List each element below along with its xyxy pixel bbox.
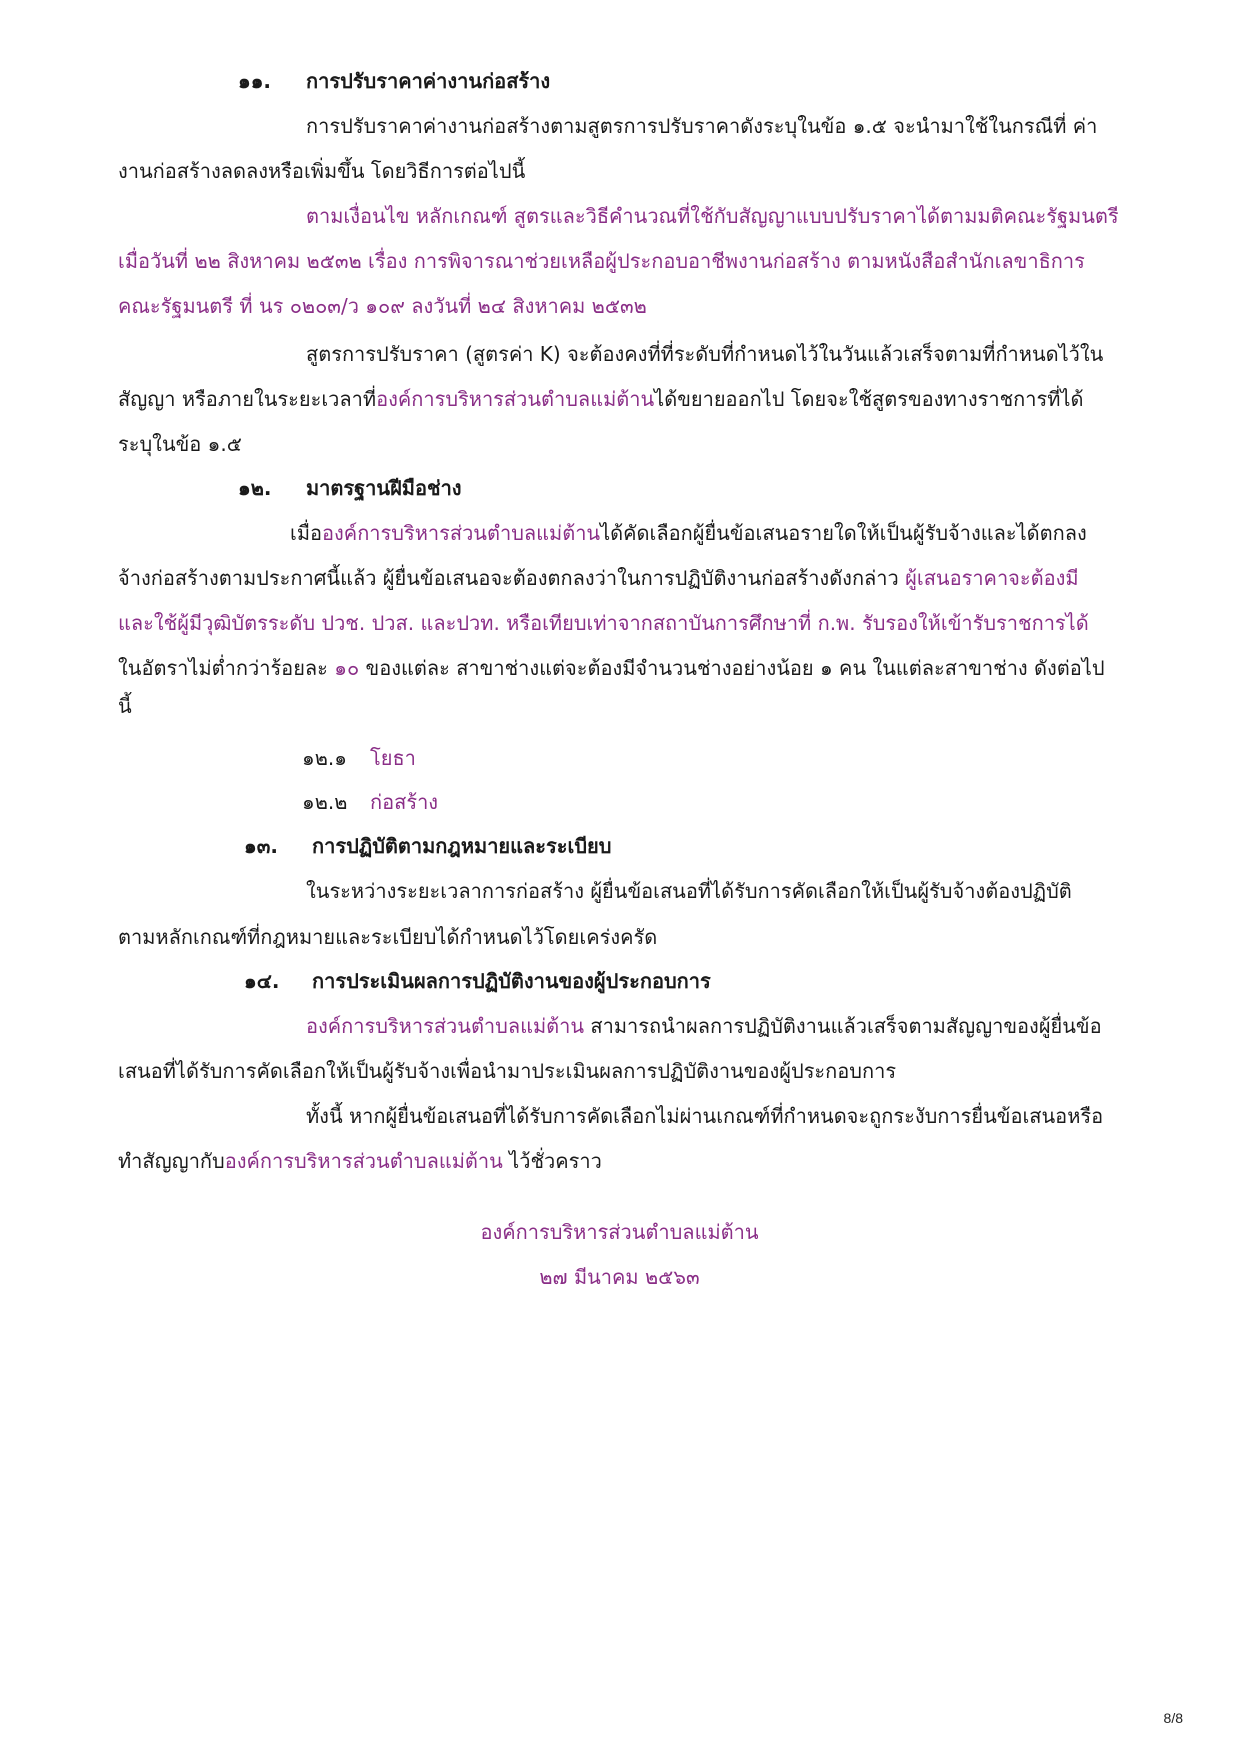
paragraph-line: การปรับราคาค่างานก่อสร้างตามสูตรการปรับราคาดังระบุในข้อ ๑.๕ จะนำมาใช้ในกรณีที่ ค่า (306, 114, 1098, 138)
paragraph-line: เมื่อวันที่ ๒๒ สิงหาคม ๒๕๓๒ เรื่อง การพิจารณาช่วยเหลือผู้ประกอบอาชีพงานก่อสร้าง ตามหนังสือสำนักเลขาธิการ (118, 249, 1085, 273)
text-run: ของแต่ละ สาขาช่างแต่จะต้องมีจำนวนช่างอย่างน้อย ๑ คน ในแต่ละสาขาช่าง ดังต่อไป (359, 656, 1105, 680)
paragraph-line (118, 563, 1079, 593)
signature-org: องค์การบริหารส่วนตำบลแม่ต้าน (480, 1220, 759, 1244)
section-number: ๑๒. (238, 476, 272, 500)
section-11-heading (238, 66, 550, 96)
section-title: การปรับราคาค่างานก่อสร้าง (306, 69, 551, 93)
section-13-heading (244, 831, 611, 861)
org-name: องค์การบริหารส่วนตำบลแม่ต้าน (306, 1014, 585, 1038)
paragraph-line (290, 518, 1087, 548)
paragraph-line: คณะรัฐมนตรี ที่ นร ๐๒๐๓/ว ๑๐๙ ลงวันที่ ๒๔ สิงหาคม ๒๕๓๒ (118, 294, 647, 318)
org-name: องค์การบริหารส่วนตำบลแม่ต้าน (322, 521, 601, 545)
text-run: เมื่อ (290, 521, 323, 545)
paragraph-line: ระบุในข้อ ๑.๕ (118, 432, 242, 456)
paragraph-line (118, 384, 1083, 414)
list-item-number: ๑๒.๒ (302, 790, 348, 814)
paragraph-line (118, 653, 1105, 683)
text-run: ทำสัญญากับ (118, 1149, 225, 1173)
list-item (302, 743, 416, 773)
paragraph-line: งานก่อสร้างลดลงหรือเพิ่มขึ้น โดยวิธีการต่อไปนี้ (118, 159, 526, 183)
page-number: 8/8 (1163, 1710, 1183, 1726)
text-run: ในอัตราไม่ต่ำกว่าร้อยละ (118, 656, 335, 680)
section-title: มาตรฐานฝีมือช่าง (306, 476, 462, 500)
section-number: ๑๑. (238, 69, 271, 93)
paragraph-line: ตามหลักเกณฑ์ที่กฎหมายและระเบียบได้กำหนดไว้โดยเคร่งครัด (118, 925, 658, 949)
paragraph-line (118, 1146, 602, 1176)
section-12-heading (238, 473, 462, 503)
paragraph-line: เสนอที่ได้รับการคัดเลือกให้เป็นผู้รับจ้างเพื่อนำมาประเมินผลการปฏิบัติงานของผู้ประกอบการ (118, 1059, 897, 1083)
list-item (302, 787, 438, 817)
list-item-label: โยธา (370, 746, 416, 770)
list-item-number: ๑๒.๑ (302, 746, 347, 770)
text-run: ได้ขยายออกไป โดยจะใช้สูตรของทางราชการที่ได้ (654, 387, 1084, 411)
text-run: ได้คัดเลือกผู้ยื่นข้อเสนอรายใดให้เป็นผู้รับจ้างและได้ตกลง (600, 521, 1087, 545)
signature-date: ๒๗ มีนาคม ๒๕๖๓ (539, 1265, 700, 1289)
paragraph-line: ทั้งนี้ หากผู้ยื่นข้อเสนอที่ได้รับการคัดเลือกไม่ผ่านเกณฑ์ที่กำหนดจะถูกระงับการยื่นข้อเสนอหรือ (306, 1104, 1104, 1128)
section-title: การประเมินผลการปฏิบัติงานของผู้ประกอบการ (312, 969, 711, 993)
text-run: ไว้ชั่วคราว (502, 1149, 602, 1173)
paragraph-line: ตามเงื่อนไข หลักเกณฑ์ สูตรและวิธีคำนวณที่ใช้กับสัญญาแบบปรับราคาได้ตามมติคณะรัฐมนตรี (306, 204, 1119, 228)
org-name: องค์การบริหารส่วนตำบลแม่ต้าน (376, 387, 655, 411)
section-number: ๑๓. (244, 834, 278, 858)
text-run: ผู้เสนอราคาจะต้องมี (905, 566, 1079, 590)
section-title: การปฏิบัติตามกฎหมายและระเบียบ (312, 834, 612, 858)
paragraph-line (306, 1011, 1102, 1041)
section-14-heading (244, 966, 711, 996)
section-number: ๑๔. (244, 969, 280, 993)
text-run: ๑๐ (334, 656, 360, 680)
text-run: จ้างก่อสร้างตามประกาศนี้แล้ว ผู้ยื่นข้อเสนอจะต้องตกลงว่าในการปฏิบัติงานก่อสร้างดังกล่าว (118, 566, 906, 590)
list-item-label: ก่อสร้าง (370, 790, 439, 814)
paragraph-line: สูตรการปรับราคา (สูตรค่า K) จะต้องคงที่ที่ระดับที่กำหนดไว้ในวันแล้วเสร็จตามที่กำหนดไว้ใน (306, 342, 1104, 366)
paragraph-line: นี้ (118, 694, 132, 718)
paragraph-line: ในระหว่างระยะเวลาการก่อสร้าง ผู้ยื่นข้อเสนอที่ได้รับการคัดเลือกให้เป็นผู้รับจ้างต้องปฏิบัติ (306, 879, 1072, 903)
text-run: สัญญา หรือภายในระยะเวลาที่ (118, 387, 377, 411)
paragraph-line: และใช้ผู้มีวุฒิบัตรระดับ ปวช. ปวส. และปวท. หรือเทียบเท่าจากสถาบันการศึกษาที่ ก.พ. รับรองให้เข้ารับราชการได้ (118, 611, 1089, 635)
org-name: องค์การบริหารส่วนตำบลแม่ต้าน (224, 1149, 503, 1173)
text-run: สามารถนำผลการปฏิบัติงานแล้วเสร็จตามสัญญาของผู้ยื่นข้อ (584, 1014, 1102, 1038)
